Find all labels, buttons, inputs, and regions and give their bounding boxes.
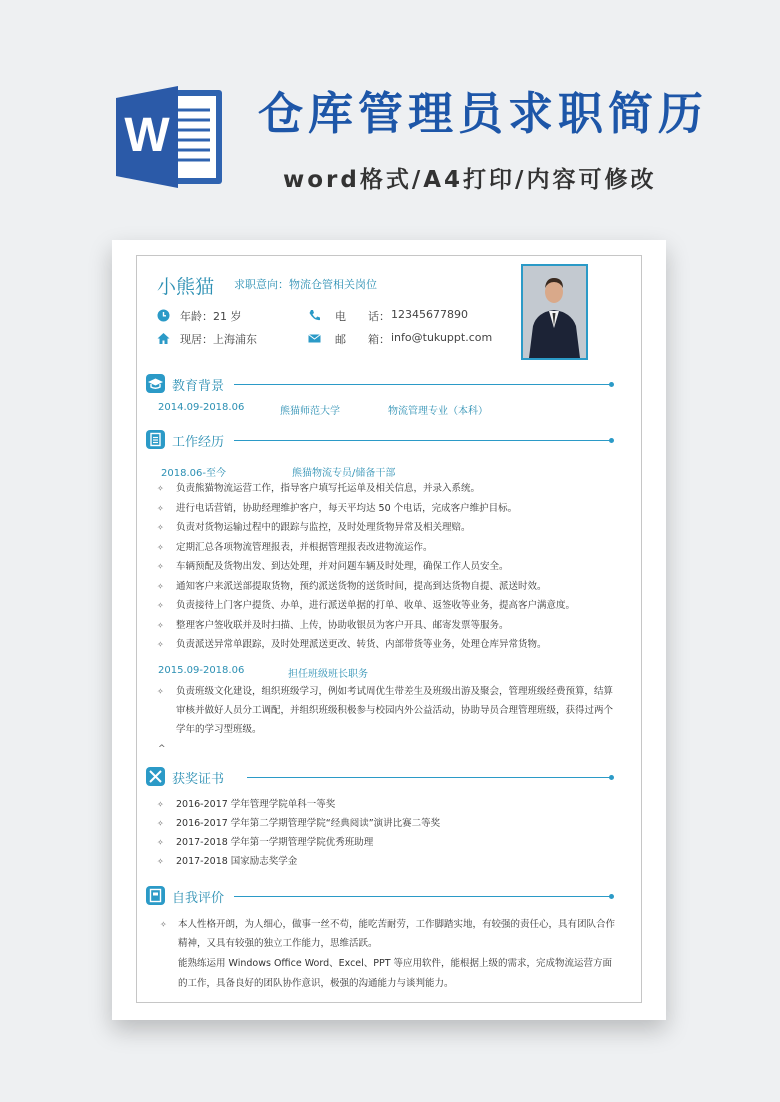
self-eval-section-title: 自我评价 — [172, 891, 225, 906]
section-divider-dot — [609, 382, 614, 387]
education-major: 物流管理专业（本科） — [388, 406, 488, 417]
phone-value: 12345677890 — [391, 308, 468, 321]
candidate-name: 小熊猫 — [157, 276, 215, 298]
list-item — [157, 855, 627, 874]
phone-icon — [308, 309, 321, 322]
email-value: info@tukuppt.com — [391, 331, 493, 344]
list-item — [157, 836, 627, 855]
section-divider — [234, 440, 611, 441]
bullet-icon: ✧ — [157, 640, 164, 649]
banner-subtitle: word格式/A4打印/内容可修改 — [283, 167, 657, 193]
education-section-icon — [146, 374, 165, 393]
list-item — [157, 817, 627, 836]
list-item — [157, 521, 627, 541]
job2-duty-line: 负责班级文化建设，组织班级学习，例如考试周优生带差生及班级出游及聚会，管理班级经费预算，结算 — [176, 686, 614, 697]
bullet-icon: ✧ — [157, 838, 164, 847]
list-item — [157, 541, 627, 561]
duty-text: 进行电话营销，协助经理维护客户，每天平均达 50 个电话，完成客户维护目标。 — [176, 502, 518, 514]
banner-title: 仓库管理员求职简历 — [258, 87, 709, 140]
bullet-icon: ✧ — [157, 581, 164, 591]
list-item — [157, 482, 627, 502]
award-text: 2016-2017 学年管理学院单科一等奖 — [176, 799, 336, 810]
list-item — [157, 502, 627, 522]
section-divider-dot — [609, 894, 614, 899]
trailing-caret: ^ — [158, 744, 166, 754]
list-item — [157, 798, 627, 817]
duty-text: 定期汇总各项物流管理报表，并根据管理报表改进物流运作。 — [176, 541, 433, 553]
duty-text: 车辆预配及货物出发、到达处理，并对问题车辆及时处理，确保工作人员安全。 — [176, 561, 509, 572]
education-section-title: 教育背景 — [172, 379, 225, 394]
job2-duty-line: 审核并做好人员分工调配，并组织班级积极参与校园内外公益活动，协助导员合理管理班级，获得过两个 — [176, 705, 614, 716]
person-photo-icon — [523, 266, 586, 358]
address-field: 现居：上海浦东 — [180, 333, 257, 346]
mail-icon — [308, 332, 321, 345]
award-text: 2017-2018 国家励志奖学金 — [176, 856, 298, 867]
bullet-icon: ✧ — [157, 484, 164, 493]
bullet-icon: ✧ — [157, 601, 164, 610]
list-item — [157, 560, 627, 580]
duty-text: 负责派送异常单跟踪，及时处理派送更改、转货、内部带货等业务，处理仓库异常货物。 — [176, 639, 547, 650]
list-item — [157, 619, 627, 639]
bullet-icon: ✧ — [160, 920, 167, 929]
home-icon — [157, 332, 170, 345]
resume-page — [112, 240, 666, 1020]
self-eval-line: 能熟练运用 Windows Office Word、Excel、PPT 等应用软件，能根据上级的需求，完成物流运营方面 — [178, 958, 613, 969]
section-divider-dot — [609, 775, 614, 780]
list-item — [157, 638, 627, 658]
bullet-icon: ✧ — [157, 503, 164, 513]
list-item — [157, 599, 627, 619]
graduation-cap-icon — [146, 374, 165, 393]
clipboard-icon — [146, 430, 165, 449]
section-divider-dot — [609, 438, 614, 443]
job1-period: 2018.06-至今 — [161, 468, 226, 479]
job2-period: 2015.09-2018.06 — [158, 665, 245, 676]
resume-frame — [136, 255, 642, 1003]
bullet-icon: ✧ — [157, 819, 164, 828]
work-section-icon — [146, 430, 165, 449]
job2-duty-line: 学年的学习型班级。 — [176, 724, 262, 735]
award-text: 2017-2018 学年第一学期管理学院优秀班助理 — [176, 837, 374, 848]
bullet-icon: ✧ — [157, 687, 164, 696]
self-eval-line: 精神，又具有较强的独立工作能力，思维活跃。 — [178, 938, 378, 949]
email-label: 邮 箱： — [335, 333, 390, 346]
education-period: 2014.09-2018.06 — [158, 402, 245, 413]
award-text: 2016-2017 学年第二学期管理学院“经典阅读”演讲比赛二等奖 — [176, 818, 441, 829]
duty-text: 负责接待上门客户提货、办单，进行派送单据的打单、收单、返签收等业务，提高客户满意度。 — [176, 600, 576, 611]
duty-text: 负责熊猫物流运营工作，指导客户填写托运单及相关信息，并录入系统。 — [176, 483, 481, 494]
section-divider — [247, 777, 611, 778]
duty-text: 通知客户来派送部提取货物，预约派送货物的送货时间，提高到达货物自提、派送时效。 — [176, 580, 547, 592]
list-item — [157, 580, 627, 600]
work-section-title: 工作经历 — [172, 435, 225, 450]
awards-section-title: 获奖证书 — [172, 772, 225, 787]
section-divider — [234, 896, 611, 897]
awards-list — [157, 798, 627, 874]
self-eval-line: 本人性格开朗，为人细心，做事一丝不苟，能吃苦耐劳，工作脚踏实地，有较强的责任心，具有团队合作 — [178, 919, 616, 930]
education-school: 熊猫师范大学 — [280, 406, 340, 417]
clock-icon — [157, 309, 170, 322]
awards-section-icon — [146, 767, 165, 786]
duty-text: 整理客户签收联并及时扫描、上传，协助收银员为客户开具、邮寄发票等服务。 — [176, 619, 509, 631]
bullet-icon: ✧ — [157, 800, 164, 809]
self-eval-line: 的工作，具备良好的团队协作意识，极强的沟通能力与谈判能力。 — [178, 978, 454, 989]
phone-label: 电 话： — [335, 310, 390, 323]
job1-duties — [157, 482, 627, 658]
word-logo-letter: W — [124, 109, 170, 162]
bullet-icon: ✧ — [157, 620, 164, 630]
notebook-icon — [146, 886, 165, 905]
bullet-icon: ✧ — [157, 857, 164, 866]
age-field: 年龄：21 岁 — [180, 310, 242, 323]
self-eval-section-icon — [146, 886, 165, 905]
duty-text: 负责对货物运输过程中的跟踪与监控，及时处理货物异常及相关理赔。 — [176, 522, 471, 533]
bullet-icon: ✧ — [157, 562, 164, 571]
bullet-icon: ✧ — [157, 523, 164, 532]
tools-icon — [146, 767, 165, 786]
section-divider — [234, 384, 611, 385]
bullet-icon: ✧ — [157, 542, 164, 552]
job2-role: 担任班级班长职务 — [288, 669, 368, 680]
job1-role: 熊猫物流专员/储备干部 — [292, 468, 396, 479]
job-intent: 求职意向：物流仓管相关岗位 — [234, 278, 377, 291]
profile-photo — [521, 264, 588, 360]
